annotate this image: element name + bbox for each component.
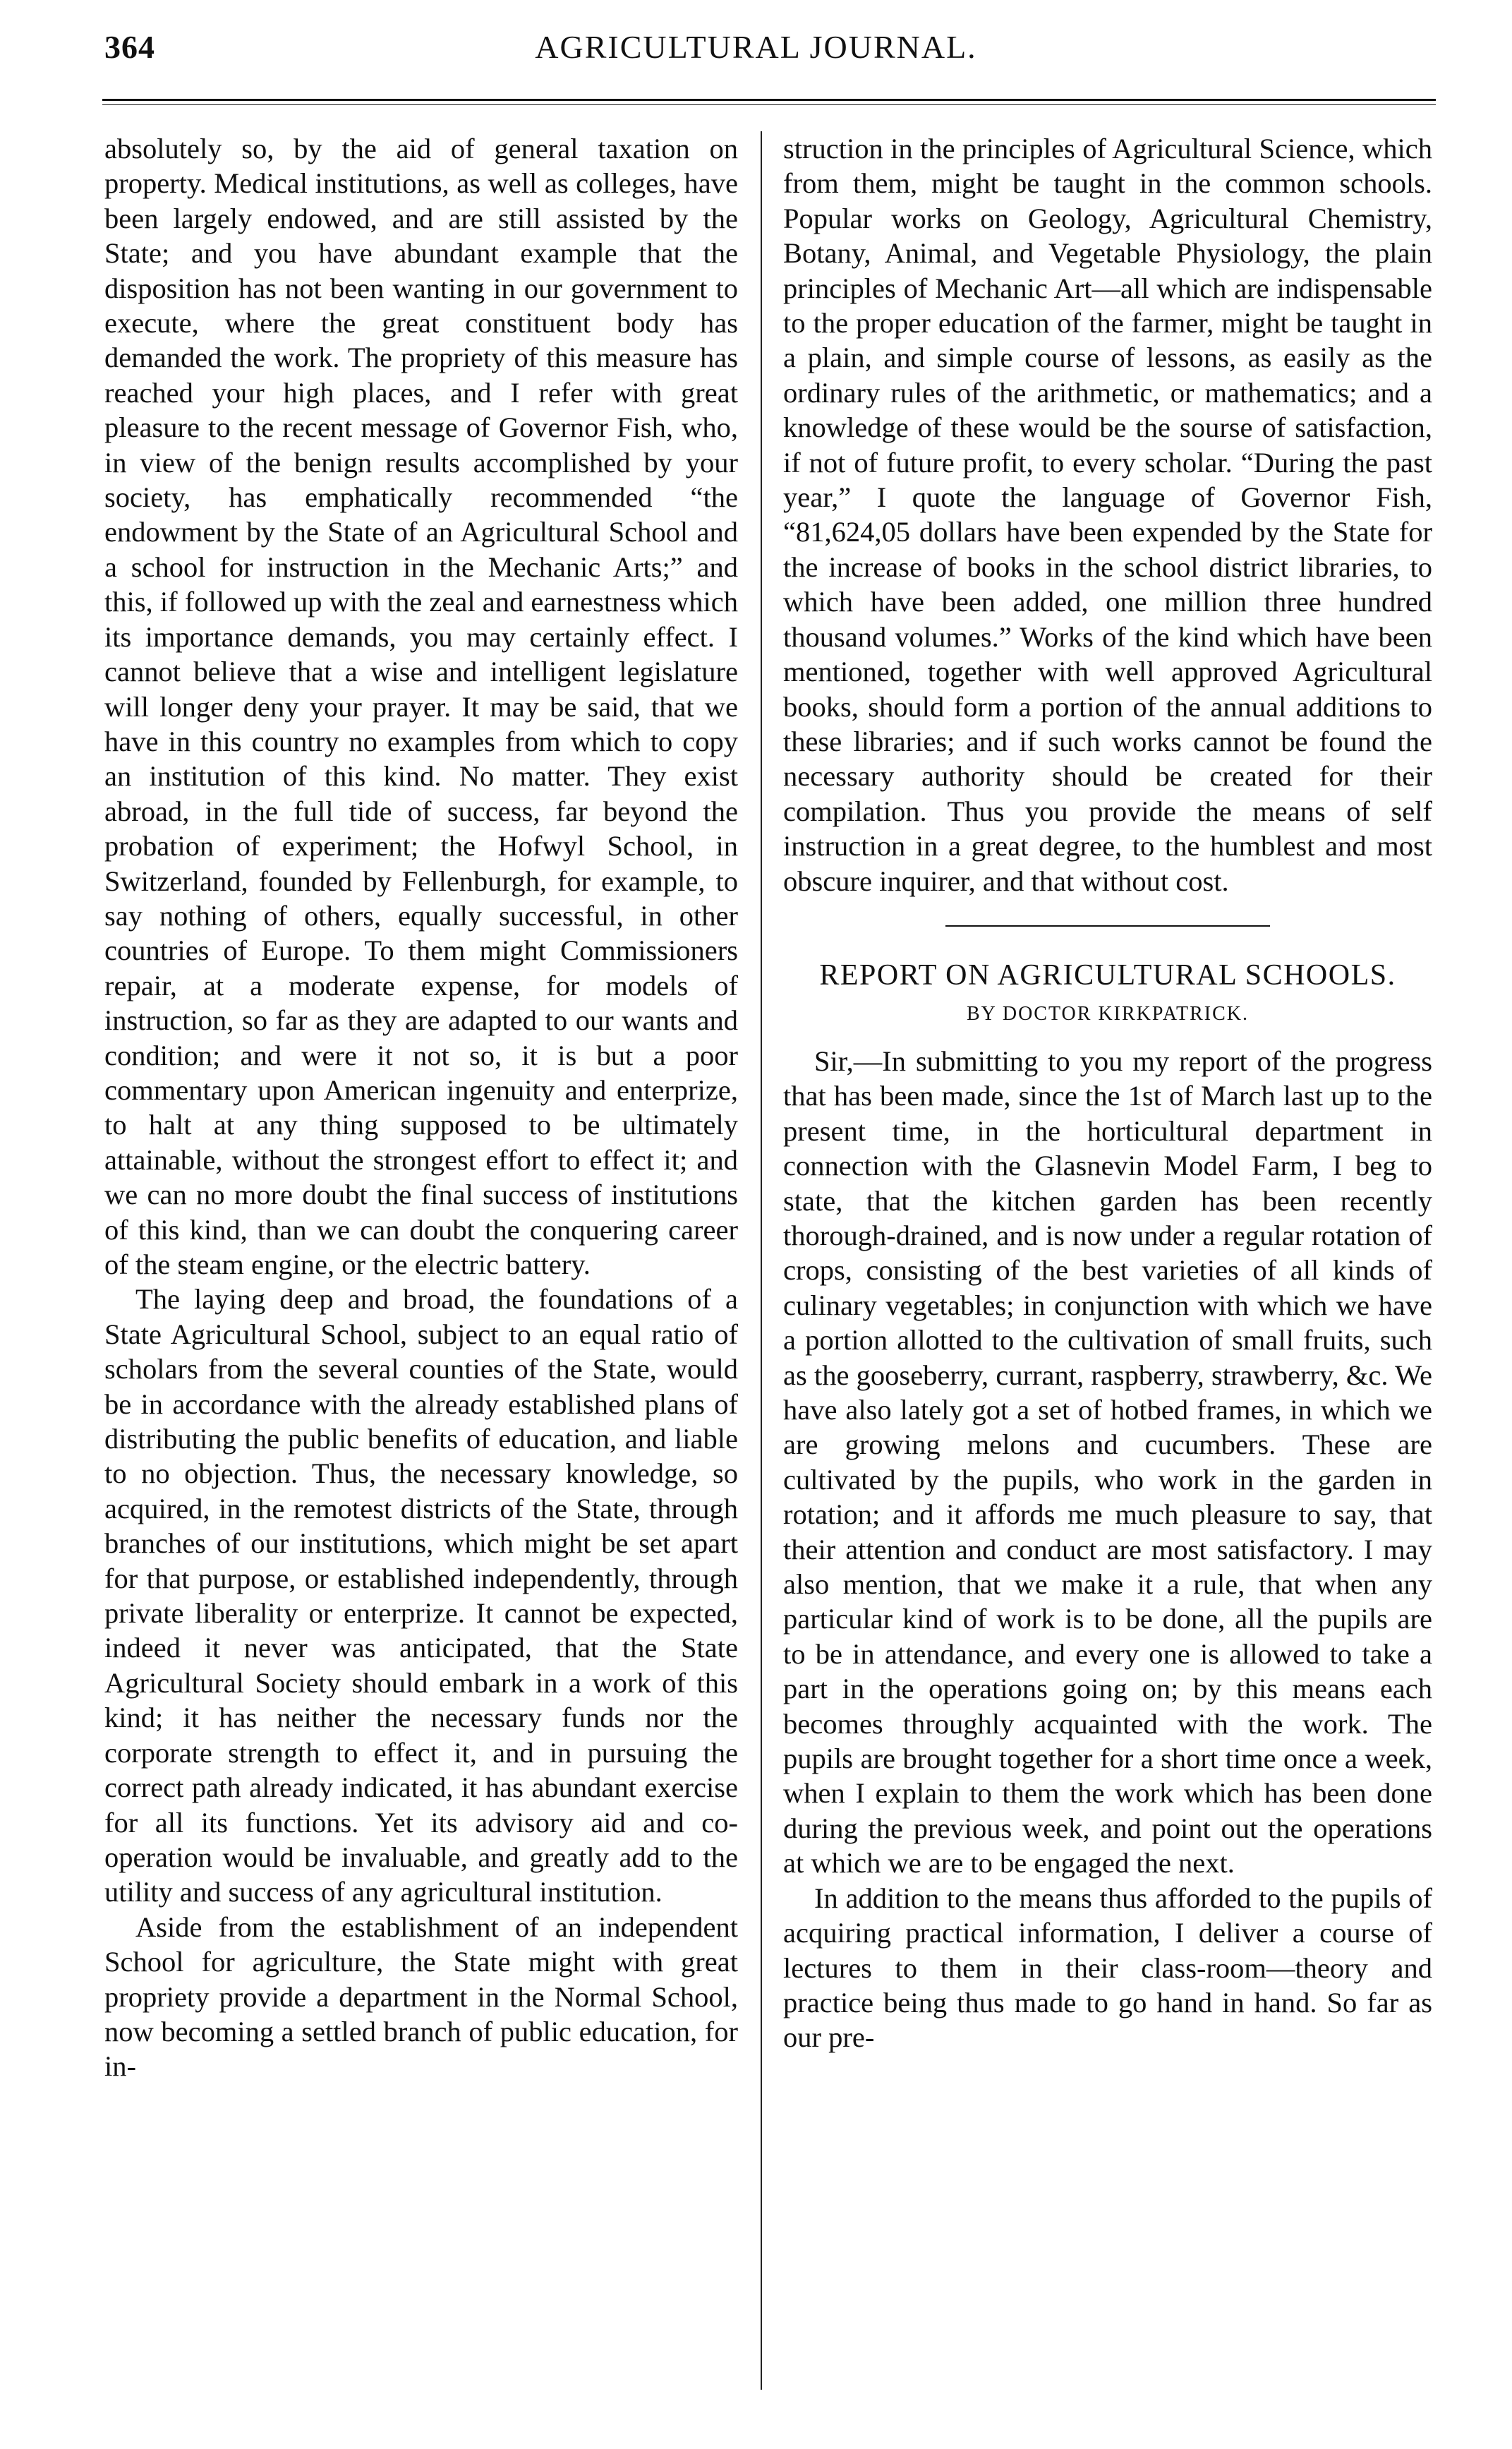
running-title: AGRICULTURAL JOURNAL. <box>535 29 977 65</box>
right-column <box>783 131 1432 2055</box>
article-byline: BY DOCTOR KIRKPATRICK. <box>966 1002 1250 1025</box>
left-column <box>104 131 738 2084</box>
left-paragraph-3: Aside from the establishment of an independent School for agriculture, the State might with great propriety provide a department in the Normal School, now becoming a settled branch of public education, for in- <box>104 1911 738 2083</box>
report-paragraph-2: In addition to the means thus afforded to the pupils of acquiring practical information, I deliver a course of lectures to them in their class-room—theory and practice being thus made to go hand in hand. So far as our pre- <box>783 1882 1432 2054</box>
left-paragraph-1: absolutely so, by the aid of general taxation on property. Medical institutions, as well as colleges, have been largely endowed, and are still assisted by the State; and you have abundant example that the disposition has not been wanting in our government to execute, where the great constituent body has demanded the work. The propriety of this measure has reached your high places, and I refer with great pleasure to the recent message of Governor Fish, who, in view of the benign results accomplished by your society, has emphatically recommended “the endowment by the State of an Agricultural School and a school for instruction in the Mechanic Arts;” and this, if followed up with the zeal and earnestness which its importance demands, you may certainly effect. I cannot believe that a wise and intelligent legislature will longer deny your prayer. It may be said, that we have in this country no examples from which to copy an institution of this kind. No matter. They exist abroad, in the full tide of success, far beyond the probation of experiment; the Hofwyl School, in Switzerland, founded by Fellenburgh, for example, to say nothing of others, equally successful, in other countries of Europe. To them might Commissioners repair, at a moderate expense, for models of instruction, so far as they are adapted to our wants and condition; and were it not so, it is but a poor commentary upon American ingenuity and enterprize, to halt at any thing supposed to be ultimately attainable, without the strongest effort to effect it; and we can no more doubt the final success of institutions of this kind, than we can doubt the conquering career of the steam engine, or the electric battery. <box>104 133 738 1280</box>
article-title: REPORT ON AGRICULTURAL SCHOOLS. <box>819 958 1396 992</box>
section-divider <box>945 925 1270 927</box>
column-divider <box>761 131 762 2390</box>
header-rule <box>102 99 1436 101</box>
report-paragraph-1: Sir,—In submitting to you my report of the progress that has been made, since the 1st of March last up to the present time, in the horticultural department in connection with the Glasnevin Model Farm, I beg to state, that the kitchen garden has been recently thorough-drained, and is now under a regular rotation of crops, consisting of the best varieties of all kinds of culinary vegetables; in conjunction with which we have a portion allotted to the cultivation of small fruits, such as the gooseberry, currant, raspberry, strawberry, &c. We have also lately got a set of hotbed frames, in which we are growing melons and cucumbers. These are cultivated by the pupils, who work in the garden in rotation; and it affords me much pleasure to say, that their attention and conduct are most satisfactory. I may also mention, that we make it a rule, that when any particular kind of work is to be done, all the pupils are to be in attendance, and every one is allowed to take a part in the operations going on; by this means each becomes throughly acquainted with the work. The pupils are brought together for a short time once a week, when I explain to them the work which has been done during the previous week, and point out the operations at which we are to be engaged the next. <box>783 1045 1432 1879</box>
page-number: 364 <box>104 29 155 65</box>
left-paragraph-2: The laying deep and broad, the foundations of a State Agricultural School, subject to an equal ratio of scholars from the several counties of the State, would be in accordance with the already established plans of distributing the public benefits of education, and liable to no objection. Thus, the necessary knowledge, so acquired, in the remotest districts of the State, through branches of our institutions, which might be set apart for that purpose, or established independently, through private liberality or enterprize. It cannot be expected, indeed it never was anticipated, that the State Agricultural Society should embark in a work of this kind; it has neither the necessary funds nor the corporate strength to effect it, and in pursuing the correct path already indicated, it has abundant exercise for all its functions. Yet its advisory aid and co-operation would be invaluable, and greatly add to the utility and success of any agricultural institution. <box>104 1283 738 1908</box>
right-paragraph-1: struction in the principles of Agricultural Science, which from them, might be taught in the common schools. Popular works on Geology, Agricultural Chemistry, Botany, Animal, and Vegetable Physiology, the plain principles of Mechanic Art—all which are indispensable to the proper education of the farmer, might be taught in a plain, and simple course of lessons, as easily as the ordinary rules of the arithmetic, or mathematics; and a knowledge of these would be the sourse of satisfaction, if not of future profit, to every scholar. “During the past year,” I quote the language of Governor Fish, “81,624,05 dollars have been expended by the State for the increase of books in the school district libraries, to which have been added, one million three hundred thousand volumes.” Works of the kind which have been mentioned, together with well approved Agricultural books, should form a portion of the annual additions to these libraries; and if such works cannot be found the necessary authority should be created for their compilation. Thus you provide the means of self instruction in a great degree, to the humblest and most obscure inquirer, and that without cost. <box>783 133 1432 897</box>
header-rule-thin <box>102 104 1436 105</box>
